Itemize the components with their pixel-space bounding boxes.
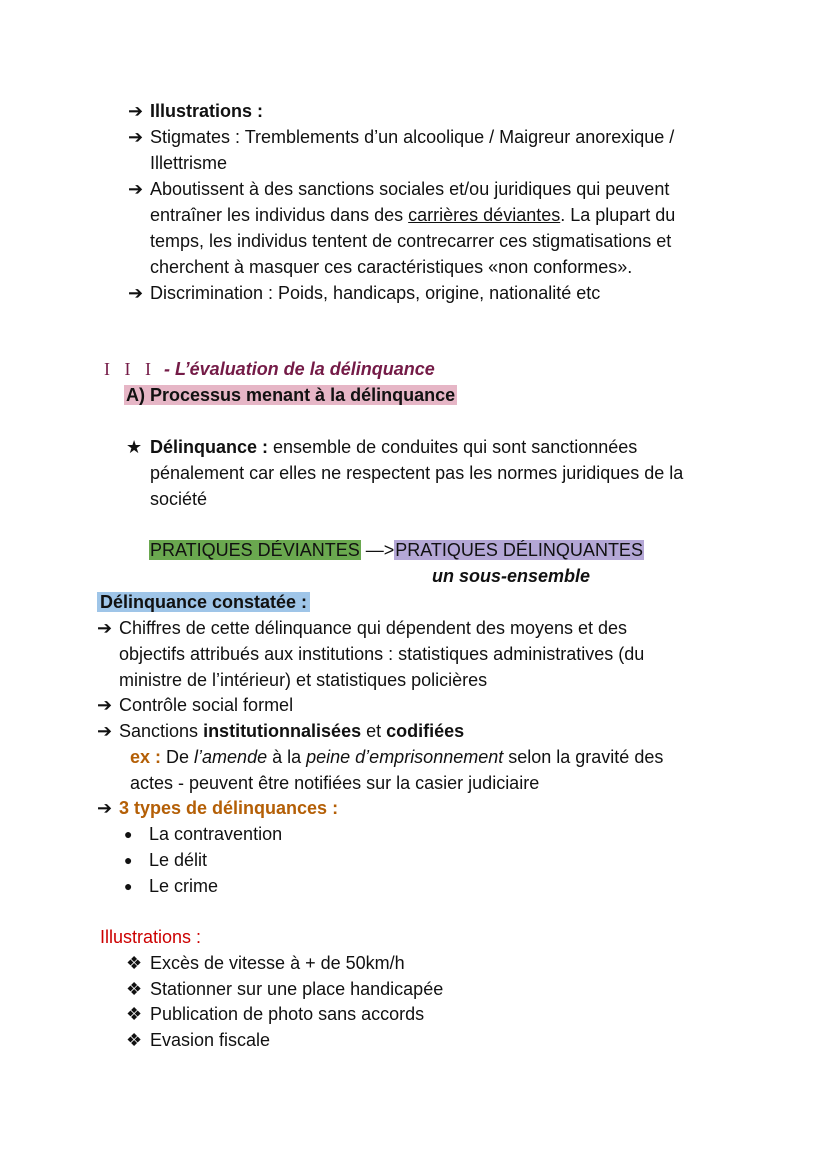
type-item: Le délit [149,850,208,870]
arrow-icon: ➔ [128,101,144,121]
text: . La plupart du [560,205,676,225]
type-item: Le crime [149,876,219,896]
definition-line-3: société [150,489,208,509]
sanctions-line [119,718,464,744]
constatee-heading-text: Délinquance constatée : [97,592,310,612]
bullet-dot-icon: ● [124,826,133,842]
arrow-icon: ➔ [97,618,113,638]
discrimination-line: Discrimination : Poids, handicaps, origine, nationalité etc [150,283,601,303]
arrow-icon: ➔ [97,695,113,715]
section-number: I I I [104,359,156,379]
illustration-item: Evasion fiscale [150,1030,271,1050]
text: entraîner les individus dans des [150,205,409,225]
stigmates-line-2: Illettrisme [150,153,228,173]
text: et [361,721,387,741]
chiffres-line-1: Chiffres de cette délinquance qui dépendent des moyens et des [119,618,628,638]
text: selon la gravité des [503,747,664,767]
practices-line [149,537,644,563]
definition-line-1 [150,434,637,460]
illustration-item: Publication de photo sans accords [150,1004,425,1024]
arrow-icon: ➔ [128,283,144,303]
italic-term: l’amende [194,747,268,767]
delinquent-practices: PRATIQUES DÉLINQUANTES [395,540,643,560]
deviant-practices: PRATIQUES DÉVIANTES [150,540,360,560]
carrieres-deviantes-term: carrières déviantes [408,205,561,225]
illustrations-label: Illustrations : [150,101,264,121]
bullet-dot-icon: ● [124,878,133,894]
text: Sanctions [119,721,204,741]
aboutissent-line-1: Aboutissent à des sanctions sociales et/ou juridiques qui peuvent [150,179,670,199]
definition-term: Délinquance : [150,437,269,457]
aboutissent-line-3: temps, les individus tentent de contrecarrer ces stigmatisations et [150,231,672,251]
definition-line-2: pénalement car elles ne respectent pas les normes juridiques de la [150,463,684,483]
practices-arrow: —> [360,540,395,560]
chiffres-line-2: objectifs attribués aux institutions : statistiques administratives (du [119,644,645,664]
illustration-item: Excès de vitesse à + de 50km/h [150,953,405,973]
diamond-bullet-icon: ❖ [126,1004,143,1024]
example-line-2: actes - peuvent être notifiées sur la casier judiciaire [130,773,540,793]
stigmates-line-1: Stigmates : Tremblements d’un alcoolique / Maigreur anorexique / [150,127,675,147]
aboutissent-line-4: cherchent à masquer ces caractéristiques «non conformes». [150,257,633,277]
type-item: La contravention [149,824,283,844]
diamond-bullet-icon: ❖ [126,953,143,973]
arrow-icon: ➔ [97,721,113,741]
controle-social-line: Contrôle social formel [119,695,294,715]
bullet-dot-icon: ● [124,852,133,868]
italic-term: peine d’emprisonnement [306,747,504,767]
bold-term: institutionnalisées [203,721,362,741]
example-label: ex : [130,747,162,767]
illustration-item: Stationner sur une place handicapée [150,979,444,999]
aboutissent-line-2 [150,202,675,228]
bold-term: codifiées [386,721,465,741]
text: De [161,747,195,767]
diamond-bullet-icon: ❖ [126,979,143,999]
arrow-icon: ➔ [128,179,144,199]
section-title: - L’évaluation de la délinquance [164,359,435,379]
subsection-title [124,382,457,408]
arrow-icon: ➔ [128,127,144,147]
arrow-icon: ➔ [97,798,113,818]
diamond-bullet-icon: ❖ [126,1030,143,1050]
star-icon: ★ [126,437,143,457]
subset-note: un sous-ensemble [432,566,591,586]
text: ensemble de conduites qui sont sanctionnées [268,437,638,457]
text: à la [267,747,307,767]
example-line-1 [130,744,663,770]
subsection-title-text: A) Processus menant à la délinquance [126,385,456,405]
chiffres-line-3: ministre de l’intérieur) et statistiques policières [119,670,488,690]
illustrations-heading: Illustrations : [100,927,202,947]
types-heading: 3 types de délinquances : [119,798,339,818]
constatee-heading [97,589,310,615]
